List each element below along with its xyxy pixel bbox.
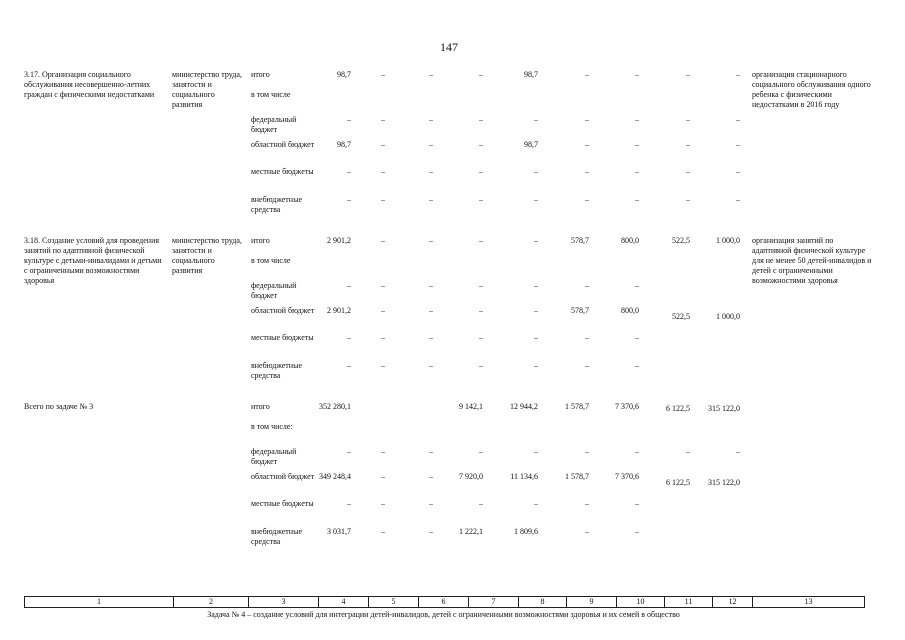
row-label: внебюджетные средства [251,527,302,546]
row-label: федеральный бюджет [251,115,297,134]
row-label: итого [251,402,270,411]
row-label: областной бюджет [251,306,315,315]
table-cell: – [585,115,589,124]
table-cell: – [686,447,690,456]
total-title: Всего по задаче № 3 [24,402,94,411]
table-cell: 1 578,7 [565,402,589,411]
table-cell: – [429,333,433,342]
table-cell: – [534,361,538,370]
column-number: 12 [712,597,752,607]
column-number: 13 [752,597,864,607]
table-cell: 12 944,2 [510,402,538,411]
table-cell: 6 122,5 [666,404,690,413]
table-cell: – [429,115,433,124]
table-cell: – [479,499,483,508]
table-cell: – [429,140,433,149]
table-cell: – [686,140,690,149]
table-cell: – [479,281,483,290]
table-cell: 98,7 [524,70,538,79]
table-cell: – [534,236,538,245]
table-cell: – [736,70,740,79]
table-cell: – [429,306,433,315]
table-cell: 578,7 [571,236,589,245]
table-cell: – [585,499,589,508]
table-cell: 578,7 [571,306,589,315]
table-cell: – [635,167,639,176]
table-cell: – [429,167,433,176]
table-cell: 1 000,0 [716,312,740,321]
table-cell: – [479,140,483,149]
table-cell: 98,7 [337,70,351,79]
table-cell: – [479,236,483,245]
table-cell: – [347,361,351,370]
column-number: 11 [664,597,712,607]
section-title: 3.18. Создание условий для проведения занятий по адаптивной физической культуре с детьми-инвалидами и детьми с ограниченными возможностями здоровья [24,236,162,285]
row-label: федеральный бюджет [251,447,297,466]
table-cell: – [635,140,639,149]
table-cell: 7 920,0 [459,472,483,481]
table-cell: 9 142,1 [459,402,483,411]
row-label: внебюджетные средства [251,361,302,380]
table-cell: – [635,281,639,290]
table-cell: – [429,70,433,79]
table-cell: – [479,195,483,204]
table-cell: – [429,195,433,204]
table-cell: – [635,447,639,456]
table-cell: 522,5 [672,236,690,245]
table-cell: 98,7 [337,140,351,149]
table-cell: – [635,527,639,536]
table-cell: – [736,195,740,204]
table-cell: – [635,499,639,508]
table-cell: – [479,333,483,342]
table-cell: 6 122,5 [666,478,690,487]
row-label: итого [251,70,270,79]
table-cell: – [381,281,385,290]
table-cell: 3 031,7 [327,527,351,536]
table-cell: – [381,115,385,124]
table-cell: 11 134,6 [510,472,538,481]
table-cell: 315 122,0 [708,478,740,487]
table-cell: 7 370,6 [615,472,639,481]
table-cell: 7 370,6 [615,402,639,411]
table-cell: – [347,333,351,342]
table-cell: – [429,499,433,508]
table-cell: – [381,70,385,79]
section-result: организация стационарного социального обслуживания одного ребенка с физическими недостатками в 2016 году [752,70,871,109]
section-result: организация занятий по адаптивной физической культуре для не менее 50 детей-инвалидов и детей с ограниченными возможностями здоровья [752,236,872,285]
table-cell: – [479,70,483,79]
row-label: в том числе: [251,422,293,431]
page-number: 147 [440,40,458,54]
table-cell: – [429,527,433,536]
table-cell: – [381,472,385,481]
table-cell: – [347,447,351,456]
table-cell: 1 578,7 [565,472,589,481]
table-cell: – [381,140,385,149]
row-label: местные бюджеты [251,499,314,508]
table-cell: – [736,447,740,456]
section-executor: министерство труда, занятости и социального развития [172,70,242,109]
table-cell: – [585,281,589,290]
column-number: 7 [468,597,518,607]
table-cell: 2 901,2 [327,236,351,245]
table-cell: – [736,140,740,149]
column-number: 8 [518,597,566,607]
table-cell: – [479,167,483,176]
table-cell: – [534,195,538,204]
row-label: областной бюджет [251,140,315,149]
table-cell: – [381,333,385,342]
table-cell: – [635,115,639,124]
table-cell: – [635,333,639,342]
table-cell: – [347,499,351,508]
table-cell: – [479,447,483,456]
row-label: внебюджетные средства [251,195,302,214]
section-executor: министерство труда, занятости и социального развития [172,236,242,275]
column-number: 10 [616,597,664,607]
table-cell: – [479,306,483,315]
table-cell: – [381,195,385,204]
table-cell: – [381,527,385,536]
table-cell: – [585,527,589,536]
table-cell: 800,0 [621,306,639,315]
column-number: 9 [566,597,616,607]
table-cell: 352 280,1 [319,402,351,411]
table-cell: 1 809,6 [514,527,538,536]
row-label: федеральный бюджет [251,281,297,300]
table-cell: – [347,167,351,176]
table-cell: – [686,115,690,124]
column-number: 3 [248,597,318,607]
table-cell: 522,5 [672,312,690,321]
table-cell: – [429,447,433,456]
row-label: в том числе [251,90,291,99]
table-cell: 349 248,4 [319,472,351,481]
table-cell: – [635,361,639,370]
table-cell: – [381,361,385,370]
table-cell: – [686,70,690,79]
table-cell: – [686,167,690,176]
table-cell: – [381,447,385,456]
table-cell: – [534,499,538,508]
table-cell: – [347,115,351,124]
row-label: итого [251,236,270,245]
table-cell: – [347,281,351,290]
table-cell: 2 901,2 [327,306,351,315]
table-cell: – [736,115,740,124]
table-cell: 800,0 [621,236,639,245]
task-caption: Задача № 4 – создание условий для интеграции детей-инвалидов, детей с ограниченными возможностями здоровья и их семей в общество [207,610,680,619]
table-cell: – [381,167,385,176]
table-cell: – [381,236,385,245]
table-cell: – [585,70,589,79]
column-number: 6 [418,597,468,607]
row-label: местные бюджеты [251,333,314,342]
row-label: в том числе [251,256,291,265]
table-cell: – [429,236,433,245]
table-cell: – [585,361,589,370]
table-cell: – [736,167,740,176]
table-cell: – [635,195,639,204]
table-cell: – [534,281,538,290]
table-cell: – [585,333,589,342]
column-number: 1 [97,597,101,606]
table-cell: 1 000,0 [716,236,740,245]
table-cell: – [686,195,690,204]
table-cell: 98,7 [524,140,538,149]
table-cell: – [479,361,483,370]
table-cell: – [381,306,385,315]
table-cell: – [429,472,433,481]
row-label: областной бюджет [251,472,315,481]
table-cell: – [534,115,538,124]
table-cell: – [429,281,433,290]
table-cell: – [534,306,538,315]
table-cell: – [635,70,639,79]
table-cell: – [534,447,538,456]
table-cell: 315 122,0 [708,404,740,413]
section-title: 3.17. Организация социального обслуживания несовершенно-летних граждан с физическими недостатками [24,70,155,99]
table-cell: 1 222,1 [459,527,483,536]
column-number: 5 [368,597,418,607]
column-number: 2 [173,597,248,607]
table-cell: – [534,167,538,176]
table-cell: – [585,447,589,456]
table-cell: – [585,140,589,149]
column-numbers-row [24,596,865,608]
table-cell: – [534,333,538,342]
row-label: местные бюджеты [251,167,314,176]
table-cell: – [479,115,483,124]
table-cell: – [585,195,589,204]
table-cell: – [347,195,351,204]
table-cell: – [429,361,433,370]
table-cell: – [381,499,385,508]
table-cell: – [585,167,589,176]
column-number: 4 [318,597,368,607]
